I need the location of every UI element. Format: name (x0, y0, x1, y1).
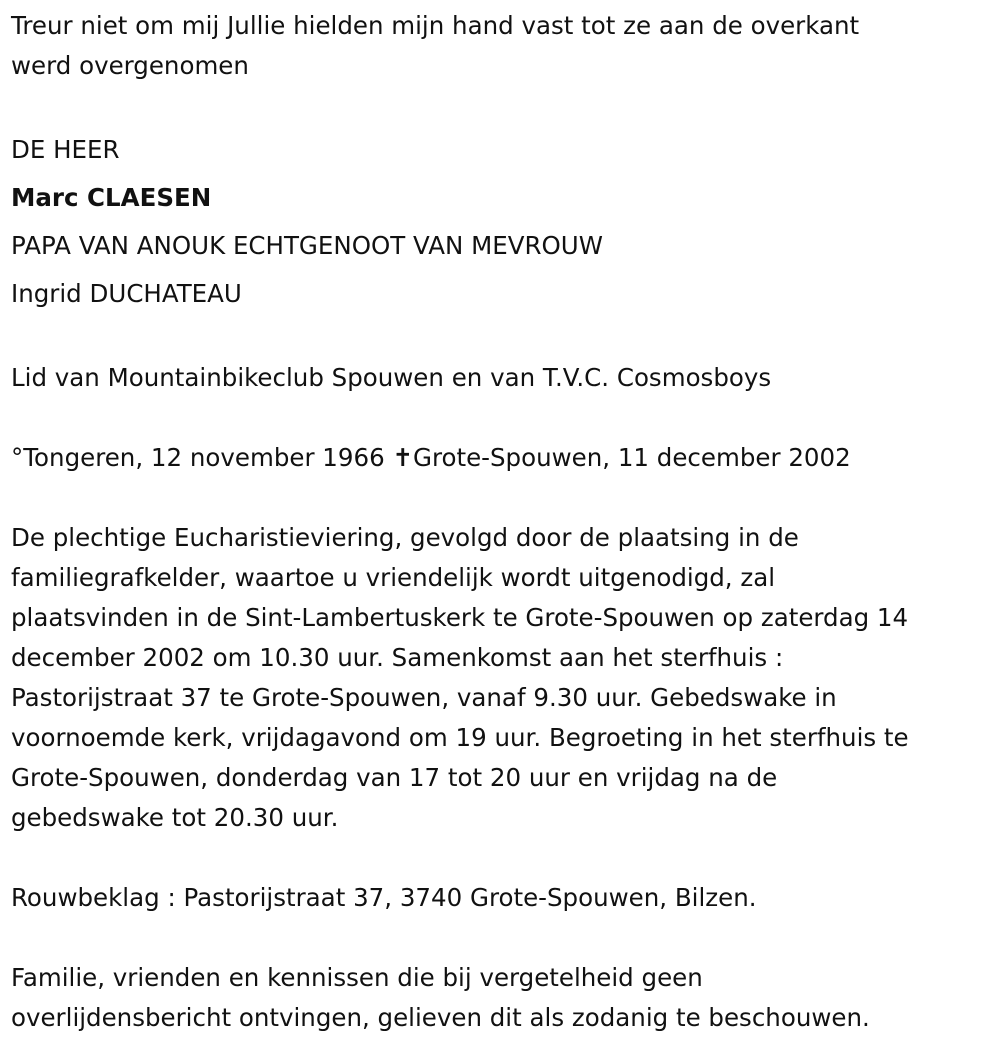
spacer (11, 318, 996, 358)
ceremony-line: De plechtige Eucharistieviering, gevolgd door de plaatsing in de (11, 523, 799, 552)
spouse-name: Ingrid DUCHATEAU (11, 279, 242, 308)
spacer (11, 838, 996, 878)
relation-text: PAPA VAN ANOUK ECHTGENOOT VAN MEVROUW (11, 231, 603, 260)
condolence-address: Rouwbeklag : Pastorijstraat 37, 3740 Grote-Spouwen, Bilzen. (11, 883, 757, 912)
closing-line: Familie, vrienden en kennissen die bij vergetelheid geen (11, 963, 703, 992)
honorific-title: DE HEER (11, 135, 120, 164)
ceremony-line: december 2002 om 10.30 uur. Samenkomst aan het sterfhuis : (11, 643, 784, 672)
name-block (11, 126, 996, 318)
spacer (11, 478, 996, 518)
deceased-name: Marc CLAESEN (11, 183, 212, 212)
spacer (11, 398, 996, 438)
ceremony-line: plaatsvinden in de Sint-Lambertuskerk te Grote-Spouwen op zaterdag 14 (11, 603, 909, 632)
spacer (11, 86, 996, 126)
ceremony-line: voornoemde kerk, vrijdagavond om 19 uur. Begroeting in het sterfhuis te (11, 723, 909, 752)
motto-paragraph (11, 6, 996, 86)
ceremony-line: gebedswake tot 20.30 uur. (11, 803, 339, 832)
obituary-document (11, 0, 996, 1038)
ceremony-paragraph (11, 518, 996, 838)
ceremony-line: Grote-Spouwen, donderdag van 17 tot 20 uur en vrijdag na de (11, 763, 778, 792)
membership-text: Lid van Mountainbikeclub Spouwen en van T.V.C. Cosmosboys (11, 363, 772, 392)
motto-line: Treur niet om mij Jullie hielden mijn hand vast tot ze aan de overkant (11, 11, 860, 40)
spacer (11, 918, 996, 958)
closing-paragraph (11, 958, 996, 1038)
motto-line: werd overgenomen (11, 51, 249, 80)
closing-line: overlijdensbericht ontvingen, gelieven dit als zodanig te beschouwen. (11, 1003, 870, 1032)
ceremony-line: Pastorijstraat 37 te Grote-Spouwen, vanaf 9.30 uur. Gebedswake in (11, 683, 837, 712)
birth-death-dates: °Tongeren, 12 november 1966 ✝Grote-Spouwen, 11 december 2002 (11, 443, 851, 472)
ceremony-line: familiegrafkelder, waartoe u vriendelijk wordt uitgenodigd, zal (11, 563, 776, 592)
